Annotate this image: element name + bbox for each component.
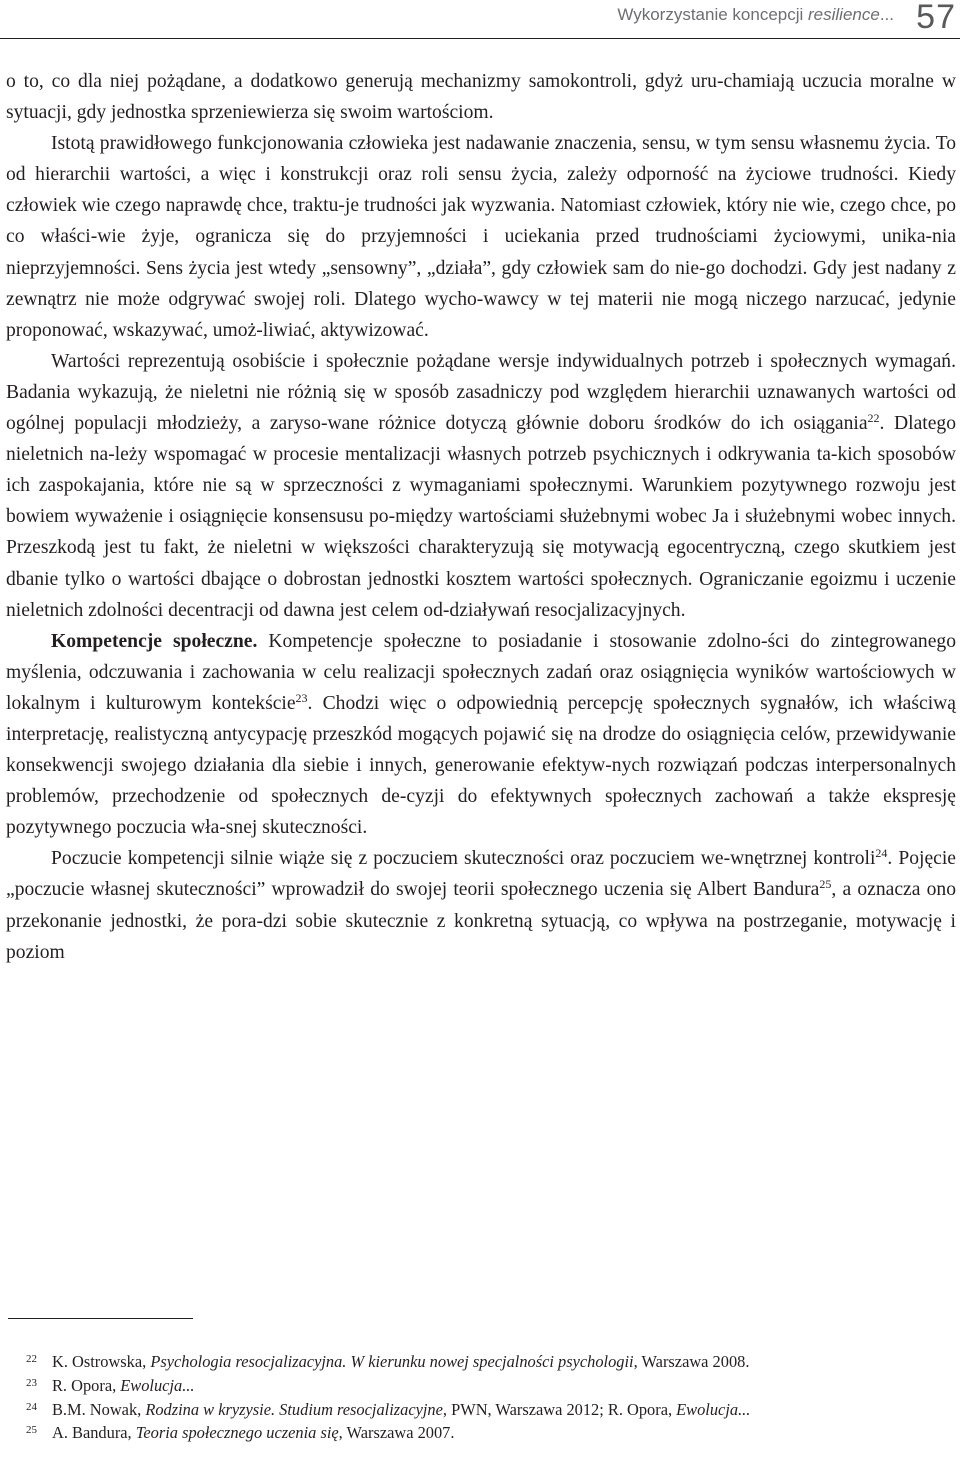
footnote-publication: , Warszawa 2008.	[633, 1352, 750, 1371]
footnote-title: Teoria społecznego uczenia się	[135, 1423, 339, 1443]
footnote-author: A. Bandura,	[52, 1423, 136, 1443]
paragraph-5-text-a: Poczucie kompetencji silnie wiąże się z poczuciem skuteczności oraz poczuciem we-wnętrznej kontroli	[51, 848, 876, 870]
footnote-ref-22: 22	[867, 411, 880, 426]
footnote-25: 25 A. Bandura, Teoria społecznego uczenia się, Warszawa 2007.	[26, 1423, 455, 1443]
running-title-tail: ...	[879, 5, 894, 24]
footnote-title: Ewolucja...	[120, 1375, 195, 1395]
footnote-22: 22 K. Ostrowska, Psychologia resocjalizacyjna. W kierunku nowej specjalności psychologii, Warszawa 2008.	[26, 1352, 750, 1371]
footnote-author: B.M. Nowak,	[52, 1399, 146, 1419]
footnote-publication: , Warszawa 2007.	[338, 1423, 455, 1443]
paragraph-5-text-c: , a oznacza ono przekonanie jednostki, że pora-dzi sobie skutecznie z konkretną sytuacją, co wpływa na postrzeganie, motywację i poziom	[6, 879, 956, 963]
paragraph-3-text-a: Wartości reprezentują osobiście i społecznie pożądane wersje indywidualnych potrzeb i społecznych wymagań. Badania wykazują, że nieletni nie różnią się w sposób zasadniczy pod względem hierarchii uznawanych wartości od ogólnej populacji młodzieży, a zaryso-wane różnice dotyczą głównie doboru środków do ich osiągania	[6, 350, 956, 435]
page-number: 57	[916, 0, 956, 36]
section-lead-heading: Kompetencje społeczne.	[51, 630, 258, 652]
footnote-author: K. Ostrowska,	[52, 1352, 151, 1371]
footnote-ref-23: 23	[295, 690, 308, 705]
header-rule	[0, 38, 960, 39]
footnote-24: 24 B.M. Nowak, Rodzina w kryzysie. Studium resocjalizacyjne, PWN, Warszawa 2012; R. Opora, Ewolucja...	[26, 1399, 751, 1419]
paragraph-2: Istotą prawidłowego funkcjonowania człowieka jest nadawanie znaczenia, sensu, w tym sensu własnemu życia. To od hierarchii wartości, a więc i konstrukcji oraz roli sensu życia, zależy odporność na życiowe trudności. Kiedy człowiek wie czego naprawdę chce, traktu-je trudności jak wyzwania. Natomiast człowiek, który nie wie, czego chce, po co właści-wie żyje, ogranicza się do przyjemności i uciekania przed trudnościami życiowymi, unika-nia nieprzyjemności. Sens życia jest wtedy „sensowny”, „działa”, gdy człowiek sam do nie-go dochodzi. Gdy jest nadany z zewnątrz nie może odgrywać swojej roli. Dlatego wycho-wawcy w tej materii nie mogą niczego narzucać, jedynie proponować, wskazywać, umoż-liwiać, aktywizować.	[6, 133, 956, 341]
footnote-author: R. Opora,	[52, 1375, 121, 1395]
paragraph-1: o to, co dla niej pożądane, a dodatkowo generują mechanizmy samokontroli, gdyż uru-chamiają uczucia moralne w sytuacji, gdy jednostka sprzeniewierza się swoim wartościom.	[6, 71, 956, 124]
running-title-italic: resilience	[808, 5, 880, 24]
paragraph-5	[6, 843, 956, 967]
footnote-publication: , PWN, Warszawa 2012; R. Opora,	[442, 1399, 677, 1419]
footnote-23: 23 R. Opora, Ewolucja...	[26, 1375, 195, 1395]
main-text	[6, 66, 956, 968]
paragraph-4-text-b: . Chodzi więc o odpowiednią percepcję społecznych sygnałów, ich właściwą interpretację, realistyczną antycypację przeszkód mogących pojawić się na drodze do osiągnięcia celów, przewidywanie konsekwencji swojego działania dla siebie i innych, generowanie efektyw-nych rozwiązań podczas interpersonalnych problemów, przechodzenie od społecznych de-cyzji do efektywnych społecznych zachowań a także ekspresję pozytywnego poczucia wła-snej skuteczności.	[6, 692, 956, 839]
paragraph-4	[6, 626, 956, 844]
footnote-ref-24: 24	[875, 846, 888, 861]
paragraph-3-text-b: . Dlatego nieletnich na-leży wspomagać w procesie mentalizacji własnych potrzeb psychicznych i odkrywania ta-kich sposobów ich zaspokajania, które nie są w sprzeczności z wymaganiami społecznymi. Warunkiem pozytywnego rozwoju jest bowiem wyważenie i osiągnięcie konsensusu po-między wartościami służebnymi wobec Ja i służebnymi wobec innych. Przeszkodą jest tu fakt, że nieletni w większości charakteryzują się motywacją egocentryczną, czego skutkiem jest dbanie tylko o wartości dbające o dobrostan jednostki kosztem wartości społecznych. Ograniczanie egoizmu i uczenie nieletnich zdolności decentracji od dawna jest celem od-działywań resocjalizacyjnych.	[6, 413, 956, 621]
running-title-plain: Wykorzystanie koncepcji	[617, 5, 809, 24]
paragraph-5-text-b: . Pojęcie „poczucie własnej skuteczności” wprowadził do swojej teorii społecznego uczenia się Albert Bandura	[6, 848, 956, 901]
paragraph-4-text-a: Kompetencje społeczne to posiadanie i stosowanie zdolno-ści do zintegrowanego myślenia, odczuwania i zachowania w celu realizacji społecznych zadań oraz osiągnięcia wyników wartościowych w lokalnym i kulturowym kontekście	[6, 630, 956, 714]
footnote-title-2: Ewolucja...	[676, 1399, 751, 1419]
footnote-ref-25: 25	[819, 877, 832, 892]
paragraph-3	[6, 346, 956, 626]
page-header	[0, 0, 960, 40]
footnote-rule	[8, 1318, 193, 1319]
footnote-title: Psychologia resocjalizacyjna. W kierunku nowej specjalności psychologii	[150, 1352, 634, 1371]
running-title	[617, 5, 894, 25]
footnote-title: Rodzina w kryzysie. Studium resocjalizacyjne	[145, 1399, 443, 1419]
footnotes	[26, 1350, 960, 1445]
